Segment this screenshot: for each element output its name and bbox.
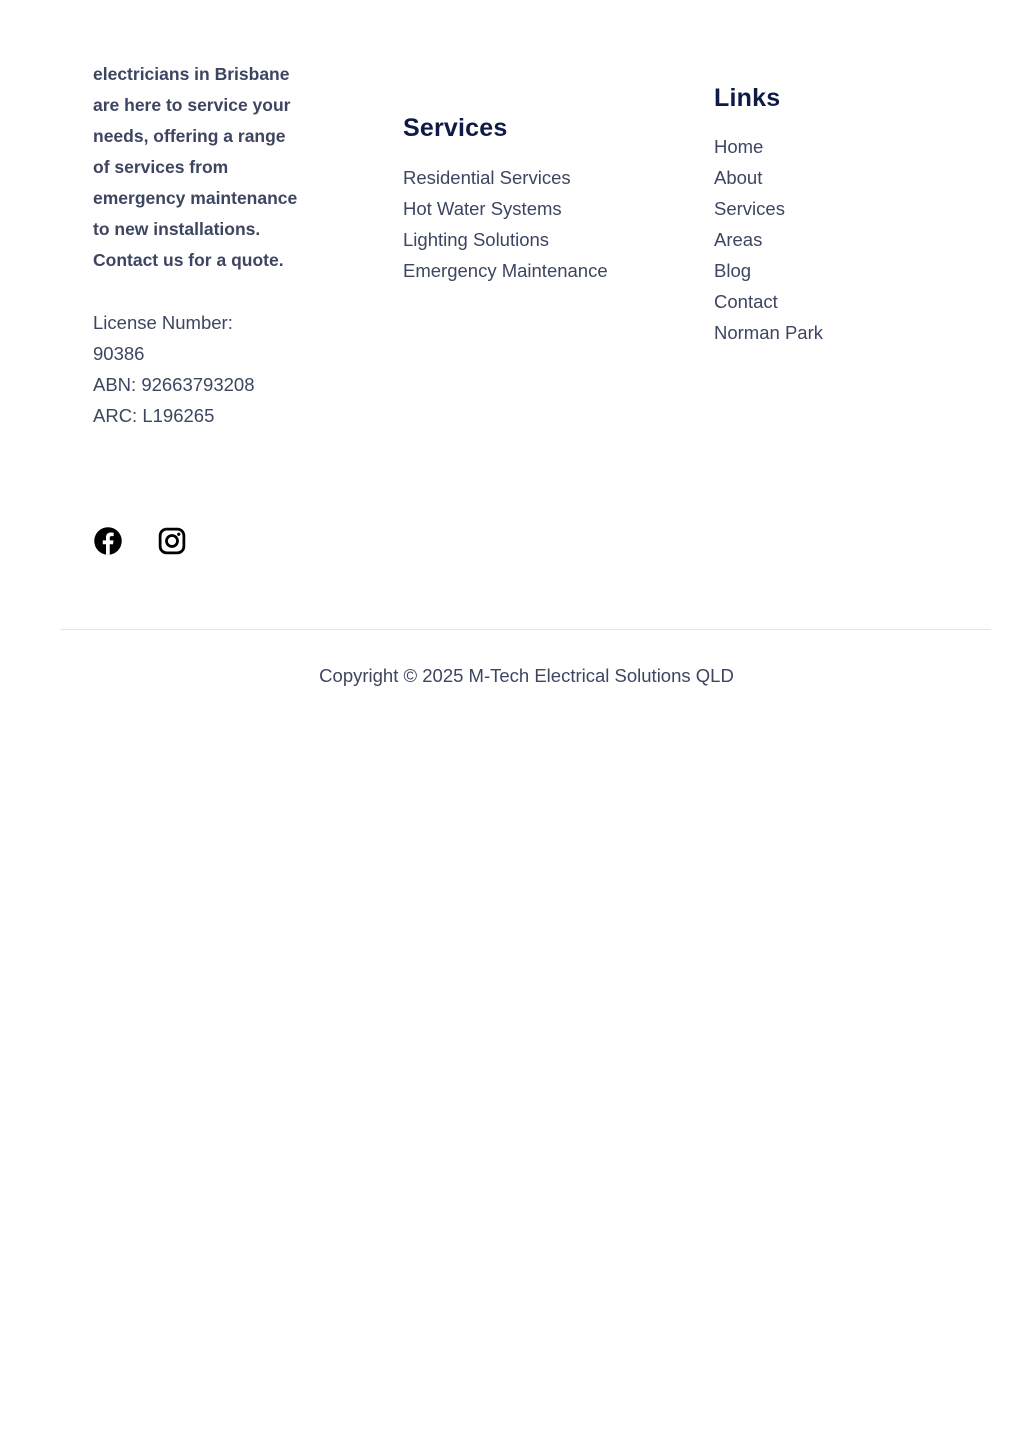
license-number: License Number: 90386 [93,312,233,364]
services-item-residential[interactable]: Residential Services [403,167,571,188]
footer-divider [61,629,991,630]
instagram-icon [157,526,187,556]
links-item-home[interactable]: Home [714,136,764,157]
services-item-emergency[interactable]: Emergency Maintenance [403,260,608,281]
links-item-about[interactable]: About [714,167,763,188]
links-column [714,82,823,348]
social-links [93,526,187,556]
copyright-text: Copyright © 2025 M-Tech Electrical Solutions QLD [319,665,734,686]
services-item-hot-water[interactable]: Hot Water Systems [403,198,562,219]
license-details [93,307,298,431]
about-column [93,59,298,431]
links-item-blog[interactable]: Blog [714,260,752,281]
facebook-icon [93,526,123,556]
services-heading: Services [403,114,508,142]
links-menu [714,131,823,348]
about-text: electricians in Brisbane are here to service your needs, offering a range of services from emergency maintenance to new installations. Contact us for a quote. [93,64,298,270]
abn-number: ABN: 92663793208 [93,374,255,395]
arc-number: ARC: L196265 [93,405,215,426]
links-item-areas[interactable]: Areas [714,229,763,250]
facebook-link[interactable] [93,526,123,556]
links-item-contact[interactable]: Contact [714,291,778,312]
links-item-services[interactable]: Services [714,198,785,219]
links-item-norman-park[interactable]: Norman Park [714,322,823,343]
services-menu [403,162,608,286]
services-item-lighting[interactable]: Lighting Solutions [403,229,550,250]
services-column [403,112,608,286]
instagram-link[interactable] [157,526,187,556]
links-heading: Links [714,84,781,112]
